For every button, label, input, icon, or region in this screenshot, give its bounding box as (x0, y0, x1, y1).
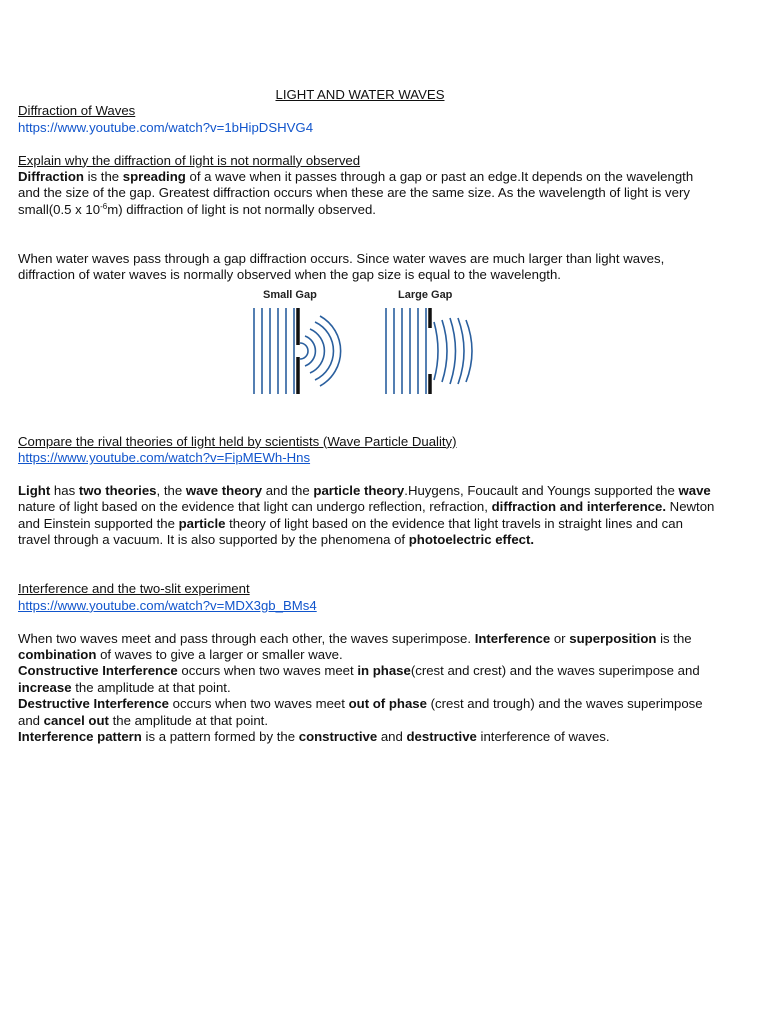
question-diffraction: Explain why the diffraction of light is not normally observed (18, 152, 361, 168)
diffracted-wavefront (300, 343, 308, 359)
paragraph-destructive: Destructive Interference occurs when two waves meet out of phase (crest and trough) and the waves superimpose and cancel out the amplitude at that point. (18, 696, 703, 728)
paragraph-duality: Light has two theories, the wave theory and the particle theory.Huygens, Foucault and Youngs supported the wave nature of light based on the evidence that light can undergo reflection, refraction, diffraction and interference. Newton and Einstein supported the particle theory of light based on the evidence that light travels in straight lines and can travel through a vacuum. It is also supported by the phenomena of photoelectric effect. (18, 483, 715, 548)
paragraph-superposition: When two waves meet and pass through each other, the waves superimpose. Interference or superposition is the combination of waves to give a larger or smaller wave. (18, 630, 692, 663)
video-link-interference[interactable]: https://www.youtube.com/watch?v=MDX3gb_BMs4 (18, 597, 317, 613)
diffracted-wavefront (305, 336, 315, 366)
diffracted-wavefront (466, 320, 472, 382)
section-heading-interference: Interference and the two-slit experiment (18, 581, 250, 597)
diffracted-wavefront (442, 320, 447, 382)
diffracted-wavefront (450, 318, 456, 384)
paragraph-diffraction-definition: Diffraction is the spreading of a wave when it passes through a gap or past an edge.It depends on the wavelength and the size of the gap. Greatest diffraction occurs when these are the same size. As the wavelength of light is very small(0.5 x $10^{-6}m$) diffraction of light is not normally observed. (18, 169, 694, 217)
video-link-duality[interactable]: https://www.youtube.com/watch?v=FipMEWh-Hns (18, 450, 311, 466)
paragraph-constructive: Constructive Interference occurs when two waves meet in phase(crest and crest) and the waves superimpose and increase the amplitude at that point. (18, 663, 700, 695)
diffracted-wavefront (458, 318, 464, 384)
diffraction-figure (18, 284, 718, 434)
diffracted-wavefront (310, 329, 324, 373)
section-heading-diffraction: Diffraction of Waves (18, 103, 136, 119)
large-gap-label: Large Gap (398, 288, 453, 301)
document-page (18, 87, 718, 746)
section-heading-duality: Compare the rival theories of light held by scientists (Wave Particle Duality) (18, 433, 457, 449)
diffraction-diagram (250, 284, 510, 404)
video-link-diffraction[interactable]: https://www.youtube.com/watch?v=1bHipDSHVG4 (18, 119, 314, 135)
page-title: LIGHT AND WATER WAVES (275, 87, 445, 102)
small-gap-label: Small Gap (263, 288, 317, 301)
diffracted-wavefront (434, 322, 438, 380)
paragraph-water-waves: When water waves pass through a gap diffraction occurs. Since water waves are much larger than light waves, diffraction of water waves is normally observed when the gap size is equal to the wavelength. (18, 251, 665, 283)
paragraph-interference-pattern: Interference pattern is a pattern formed by the constructive and destructive interference of waves. (18, 729, 610, 745)
